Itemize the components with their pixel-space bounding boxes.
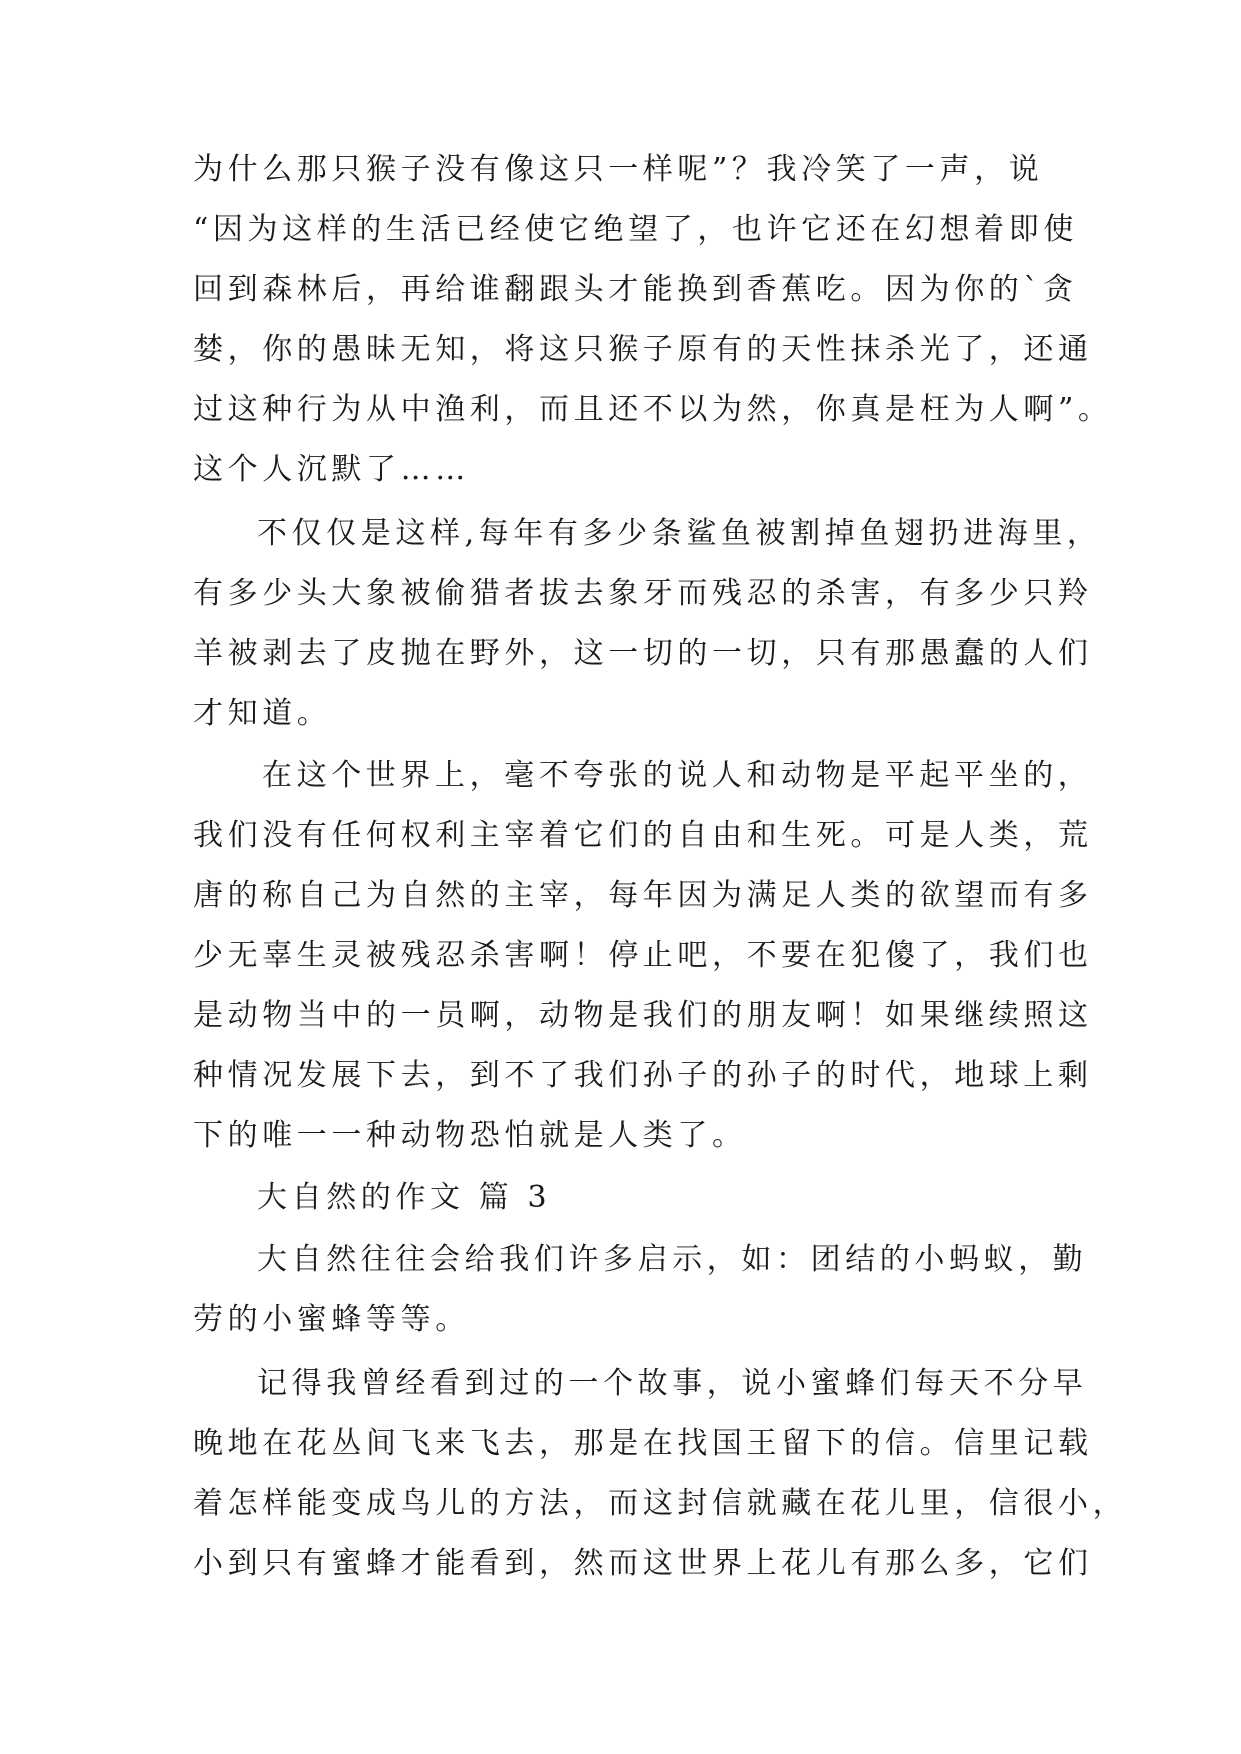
text-line: 我们没有任何权利主宰着它们的自由和生死。可是人类，荒 [193,818,1093,853]
text-line: 唐的称自己为自然的主宰，每年因为满足人类的欲望而有多 [193,878,1093,913]
text-line: 过这种行为从中渔利，而且还不以为然，你真是枉为人啊”。 [193,392,1113,427]
text-line: 羊被剥去了皮抛在野外，这一切的一切，只有那愚蠢的人们 [193,636,1093,671]
text-line: 少无辜生灵被残忍杀害啊！停止吧，不要在犯傻了，我们也 [193,938,1093,973]
text-line: 婪，你的愚昧无知，将这只猴子原有的天性抹杀光了，还通 [193,332,1093,367]
paragraph-first-line: 大自然往往会给我们许多启示，如：团结的小蚂蚁，勤 [257,1242,1088,1277]
text-line: 这个人沉默了…… [193,452,470,487]
paragraph-first-line: 不仅仅是这样,每年有多少条鲨鱼被割掉鱼翅扔进海里， [257,516,1102,551]
text-line: 种情况发展下去，到不了我们孙子的孙子的时代，地球上剩 [193,1058,1093,1093]
paragraph-first-line: 在这个世界上，毫不夸张的说人和动物是平起平坐的， [262,758,1093,793]
text-line: “因为这样的生活已经使它绝望了，也许它还在幻想着即使 [193,212,1078,247]
text-line: 小到只有蜜蜂才能看到，然而这世界上花儿有那么多，它们 [193,1546,1093,1581]
text-line: 回到森林后，再给谁翻跟头才能换到香蕉吃。因为你的`贪 [193,272,1078,307]
text-line: 是动物当中的一员啊，动物是我们的朋友啊！如果继续照这 [193,998,1093,1033]
text-line: 才知道。 [193,696,332,731]
paragraph-first-line: 记得我曾经看到过的一个故事，说小蜜蜂们每天不分早 [257,1366,1088,1401]
text-line: 为什么那只猴子没有像这只一样呢”？我冷笑了一声，说 [193,152,1044,187]
text-line: 着怎样能变成鸟儿的方法，而这封信就藏在花儿里，信很小， [193,1486,1128,1521]
text-line: 劳的小蜜蜂等等。 [193,1302,470,1337]
text-line: 有多少头大象被偷猎者拔去象牙而残忍的杀害，有多少只羚 [193,576,1093,611]
section-heading: 大自然的作文 篇 3 [257,1180,552,1215]
text-line: 晚地在花丛间飞来飞去，那是在找国王留下的信。信里记载 [193,1426,1093,1461]
text-line: 下的唯一一种动物恐怕就是人类了。 [193,1118,747,1153]
